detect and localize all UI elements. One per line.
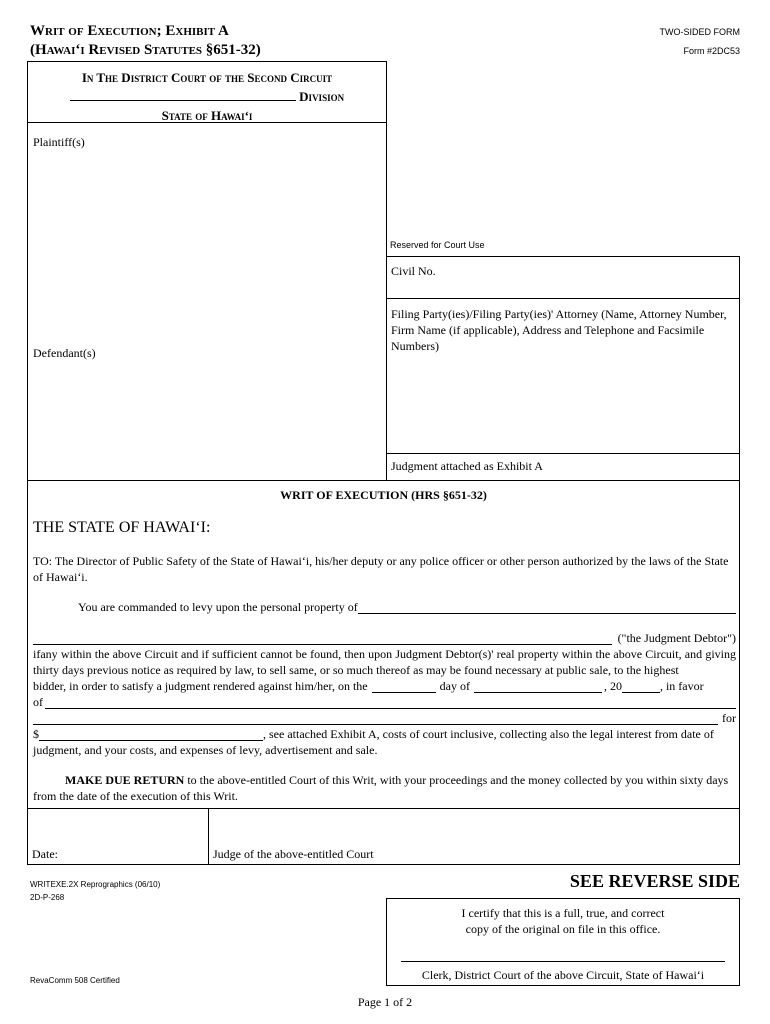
- certification-box: [386, 898, 740, 986]
- clerk-label: Clerk, District Court of the above Circuit, State of Hawai‘i: [421, 968, 705, 982]
- party-box: [27, 61, 387, 481]
- writ-heading: WRIT OF EXECUTION (HRS §651-32): [280, 488, 487, 502]
- judgment-attached: Judgment attached as Exhibit A: [391, 459, 543, 473]
- division-field[interactable]: [70, 100, 296, 101]
- judgment-year-field[interactable]: [622, 678, 660, 693]
- for-label: for: [722, 711, 736, 725]
- clerk-signature-field[interactable]: [401, 961, 725, 962]
- judgment-debtor-text: ("the Judgment Debtor"): [617, 631, 736, 645]
- court-name: In The District Court of the Second Circuit: [81, 70, 333, 85]
- civil-no-label: Civil No.: [391, 264, 436, 278]
- for-line: [33, 710, 736, 726]
- property-owner-field[interactable]: [358, 599, 736, 614]
- creditor-field[interactable]: [45, 694, 736, 709]
- due-return-paragraph: MAKE DUE RETURN to the above-entitled Court of this Writ, with your proceedings and the money collected by you within sixty days from the date of the execution of this Writ.: [33, 773, 729, 803]
- writ-box: [27, 480, 740, 865]
- signature-row: [28, 808, 739, 865]
- form-code-2: 2D-P-268: [30, 893, 65, 902]
- sale-paragraph: ifany within the above Circuit and if sufficient cannot be found, then upon Judgment Debtor(s)' real property within the above Circuit, and giving thirty days previous notice as required by law, to sell same, or so much thereof as may be found necessary at public sale, to the highest: [33, 647, 736, 677]
- debtor-line: [33, 630, 736, 646]
- judgment-day-field[interactable]: [372, 678, 436, 693]
- to-paragraph: TO: The Director of Public Safety of the State of Hawai‘i, his/her deputy or any police officer or other person authorized by the laws of the State of Hawai‘i.: [33, 554, 729, 584]
- date-label: Date:: [32, 847, 58, 861]
- certify-line-1: I certify that this is a full, true, and correct: [461, 906, 665, 920]
- page-number: Page 1 of 2: [357, 995, 413, 1009]
- judge-label: Judge of the above-entitled Court: [213, 847, 374, 861]
- plaintiff-label: Plaintiff(s): [33, 135, 85, 149]
- judge-signature-field[interactable]: [209, 809, 739, 865]
- amount-line: $ , see attached Exhibit A, costs of court inclusive, collecting also the legal interest from date of: [33, 727, 714, 741]
- form-number: Form #2DC53: [683, 46, 740, 56]
- reserved-label: Reserved for Court Use: [390, 240, 485, 250]
- form-title: [30, 22, 261, 60]
- certify-line-2: copy of the original on file in this office.: [465, 922, 661, 936]
- commanded-line: [78, 599, 736, 615]
- due-return-bold: MAKE DUE RETURN: [65, 773, 185, 787]
- court-caption: [28, 62, 386, 123]
- form-title-line1: Writ of Execution; Exhibit A: [30, 23, 229, 39]
- of-line: [33, 694, 736, 710]
- court-use-box: [386, 256, 740, 481]
- filing-party-label: Filing Party(ies)/Filing Party(ies)' Attorney (Name, Attorney Number, Firm Name (if applicable), Address and Telephone and Facsimile Numbers): [391, 307, 727, 353]
- bidder-line: bidder, in order to satisfy a judgment rendered against him/her, on the day of , 20 , in favor: [33, 679, 704, 693]
- court-state: State of Hawai‘i: [161, 108, 253, 123]
- dollar-sign: $: [33, 727, 39, 741]
- of-label: of: [33, 695, 43, 709]
- judgment-month-field[interactable]: [474, 678, 602, 693]
- creditor-field-2[interactable]: [33, 710, 718, 725]
- filing-party-field[interactable]: [387, 299, 739, 454]
- see-reverse-side: SEE REVERSE SIDE: [569, 871, 740, 891]
- division-line: Division: [28, 87, 386, 106]
- state-heading: THE STATE OF HAWAI‘I:: [33, 519, 211, 536]
- costs-line: judgment, and your costs, and expenses of levy, advertisement and sale.: [33, 743, 378, 757]
- form-title-line2: (Hawai‘i Revised Statutes §651-32): [30, 42, 261, 58]
- amount-field[interactable]: [39, 726, 263, 741]
- defendant-label: Defendant(s): [33, 346, 96, 360]
- civil-no-field[interactable]: [387, 257, 739, 299]
- date-field[interactable]: [28, 809, 209, 865]
- judgment-debtor-field[interactable]: [33, 630, 612, 645]
- commanded-text: You are commanded to levy upon the personal property of: [78, 600, 358, 614]
- two-sided-label: TWO-SIDED FORM: [659, 27, 740, 37]
- revacomm-label: RevaComm 508 Certified: [30, 976, 120, 985]
- form-code: WRITEXE.2X Reprographics (06/10): [30, 880, 161, 889]
